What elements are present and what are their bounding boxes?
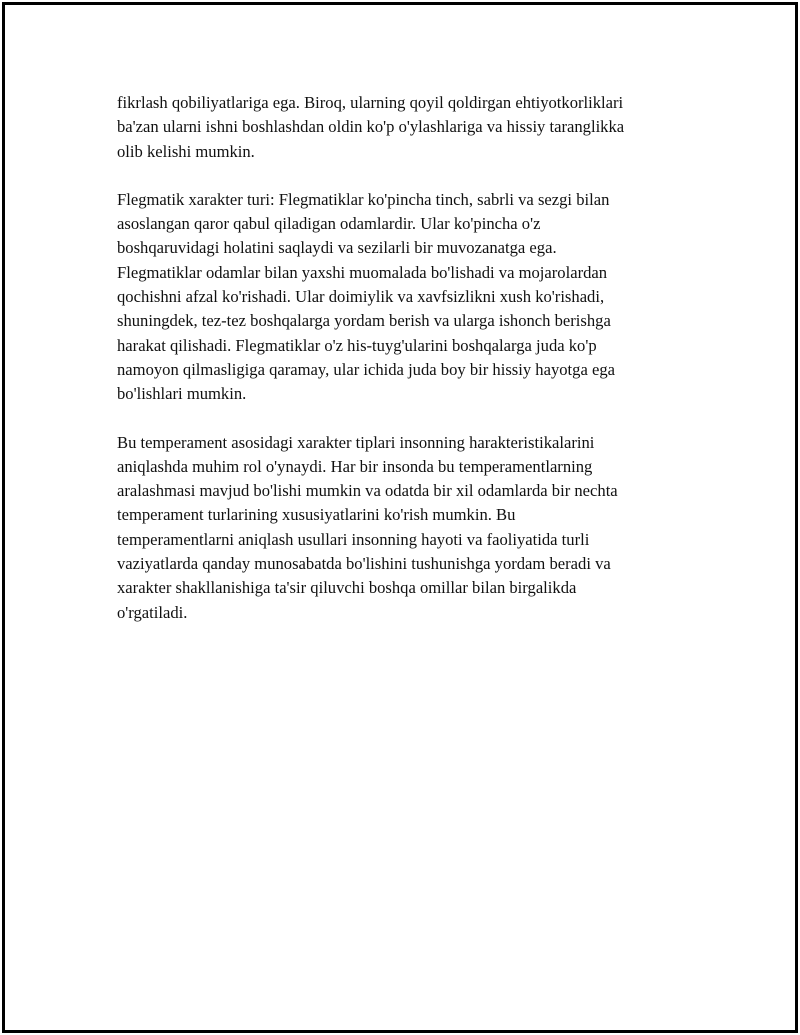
text-line: Flegmatiklar odamlar bilan yaxshi muomalada bo'lishadi va mojarolardan	[117, 262, 608, 282]
paragraph-3	[117, 431, 683, 625]
text-line: qochishni afzal ko'rishadi. Ular doimiylik va xavfsizlikni xush ko'rishadi,	[117, 287, 605, 307]
text-line: aralashmasi mavjud bo'lishi mumkin va odatda bir xil odamlarda bir nechta	[117, 481, 618, 501]
text-line: olib kelishi mumkin.	[117, 141, 255, 161]
text-line: asoslangan qaror qabul qiladigan odamlardir. Ular ko'pincha o'z	[117, 214, 541, 234]
text-line: shuningdek, tez-tez boshqalarga yordam berish va ularga ishonch berishga	[117, 311, 611, 331]
text-line: harakat qilishadi. Flegmatiklar o'z his-tuyg'ularini boshqalarga juda ko'p	[117, 335, 597, 355]
text-line: temperamentlarni aniqlash usullari insonning hayoti va faoliyatida turli	[117, 529, 590, 549]
text-line: o'rgatiladi.	[117, 602, 188, 622]
text-line: xarakter shakllanishiga ta'sir qiluvchi boshqa omillar bilan birgalikda	[117, 578, 577, 598]
text-line: ba'zan ularni ishni boshlashdan oldin ko'p o'ylashlariga va hissiy taranglikka	[117, 117, 625, 137]
text-line: vaziyatlarda qanday munosabatda bo'lishini tushunishga yordam beradi va	[117, 554, 611, 574]
text-line: temperament turlarining xususiyatlarini ko'rish mumkin. Bu	[117, 505, 516, 525]
paragraph-1	[117, 91, 683, 164]
document-body	[117, 91, 683, 649]
text-line: aniqlashda muhim rol o'ynaydi. Har bir insonda bu temperamentlarning	[117, 456, 593, 476]
text-line: Bu temperament asosidagi xarakter tiplari insonning harakteristikalarini	[117, 432, 595, 452]
text-line: bo'lishlari mumkin.	[117, 384, 247, 404]
paragraph-2	[117, 188, 683, 407]
text-line: Flegmatik xarakter turi: Flegmatiklar ko'pincha tinch, sabrli va sezgi bilan	[117, 189, 610, 209]
text-line: namoyon qilmasligiga qaramay, ular ichida juda boy bir hissiy hayotga ega	[117, 359, 615, 379]
text-line: boshqaruvidagi holatini saqlaydi va sezilarli bir muvozanatga ega.	[117, 238, 557, 258]
text-line: fikrlash qobiliyatlariga ega. Biroq, ularning qoyil qoldirgan ehtiyotkorliklari	[117, 93, 624, 112]
